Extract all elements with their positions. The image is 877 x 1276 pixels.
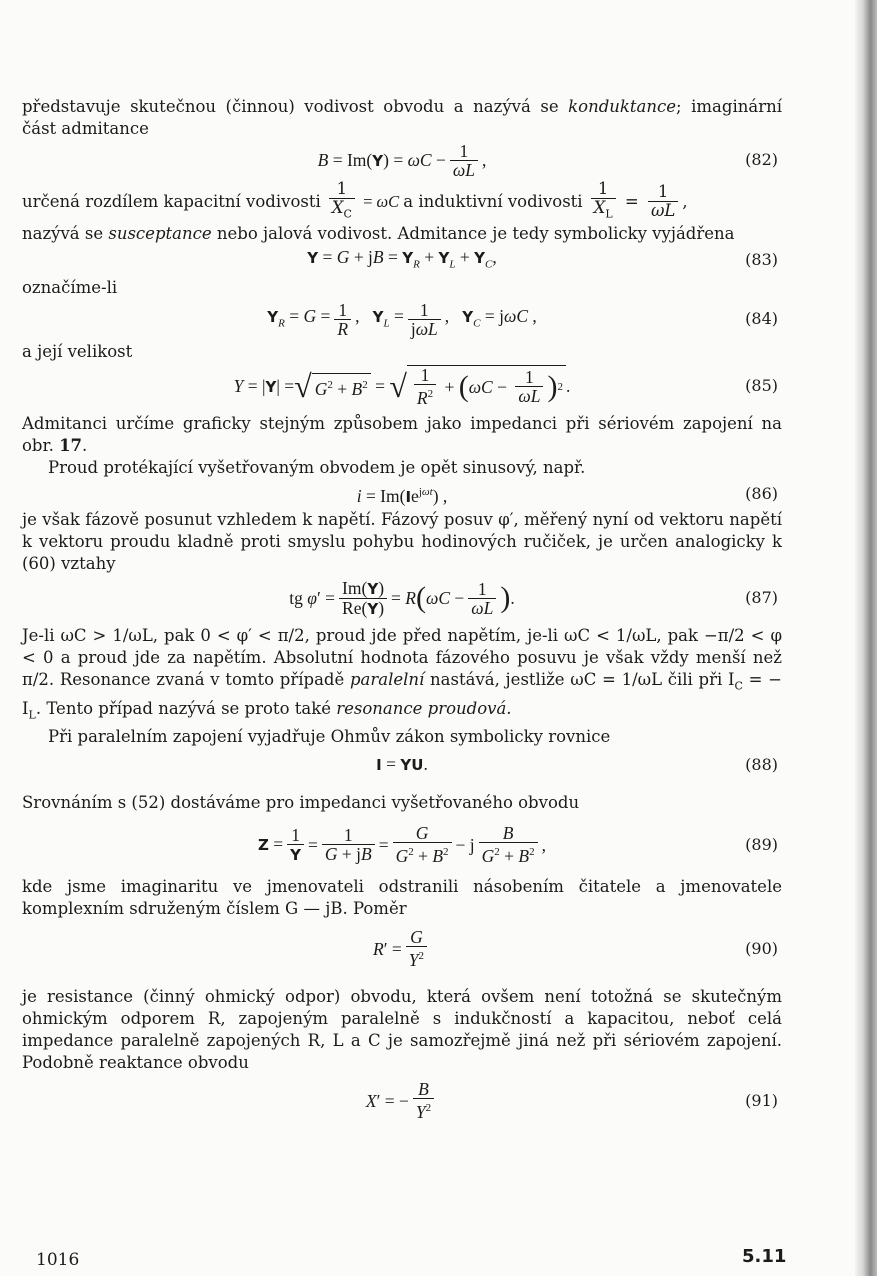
- paragraph-11: Srovnáním s (52) dostáváme pro impedanci vyšetřovaného obvodu: [22, 792, 580, 812]
- equation-83: Y = G + jB = $Y_R + Y_L + Y_C$, (83): [307, 246, 778, 271]
- section-number: 5.11: [742, 1246, 787, 1267]
- paragraph-4: označíme-li: [22, 278, 118, 298]
- paragraph-10: Při paralelním zapojení vyjadřuje Ohmův zákon symbolicky rovnice: [48, 726, 611, 746]
- paragraph-5: a její velikost: [22, 342, 133, 362]
- equation-number: (82): [745, 150, 778, 169]
- page-body: [22, 96, 782, 1124]
- term-resonance-proudova: resonance proudová: [336, 698, 507, 718]
- paragraph-3: nazývá se susceptance nebo jalová vodivost. Admitance je tedy symbolicky vyjádřena: [22, 224, 735, 244]
- equation-82: B = Im(Y) = ωC − $\frac{1}{\omega L}$ , (82): [317, 140, 778, 180]
- paragraph-8: je však fázově posunut vzhledem k napětí. Fázový posuv φ′, měřený nyní od vektoru napětí k vektoru proudu kladně proti smyslu pohybu hodinových ručiček, je určen analogicky k (60) vztahy: [22, 510, 782, 574]
- term-paralelni: paralelní: [349, 670, 425, 690]
- equation-91: X′ = − $\frac{B}{Y^2}$ (91): [365, 1079, 778, 1123]
- equation-86: $i = Im(Ie^{j\omega t})$ , (86): [356, 484, 778, 506]
- equation-87: tg φ′ = $\frac{Im(Y)}{Re(Y)}$ = R ( ωC − $\frac{1}{\omega L}$ ) . (87): [289, 577, 778, 618]
- paragraph-1: představuje skutečnou (činnou) vodivost obvodu a nazývá se konduktance; imaginární část admitance: [22, 97, 782, 138]
- equation-88: I = YU. (88): [376, 754, 778, 775]
- paragraph-13: je resistance (činný ohmický odpor) obvodu, která ovšem není totožná se skutečným ohmickým odporem R, zapojeným paralelně s indukčností a kapacitou, neboť celá impedance paralelně zapojených R, L a C je samozřejmě jiná než při sériovém zapojení. Podobně reaktance obvodu: [22, 986, 782, 1072]
- equation-84: $Y_R = G$ = $\frac{1}{R}$ , $Y_L$ = $\frac{1}{\text{jωL}}$ , $Y_C = j\omega C$ , (84): [267, 299, 778, 339]
- equation-85: Y = |Y| = √ $G^2 + B^2$ = √ $\frac{1}{R^2}$ + ( ωC − $\frac{1}{\omega L}$ ) 2 . (85): [233, 365, 778, 409]
- paragraph-6: Admitanci určíme graficky stejným způsobem jako impedanci při sériovém zapojení na obr. 17.: [22, 414, 782, 456]
- paragraph-12: kde jsme imaginaritu ve jmenovateli odstranili násobením čitatele a jmenovatele komplexním sdruženým číslem G — jB. Poměr: [22, 876, 782, 918]
- equation-89: Z = $\frac{1}{Y}$ = $\frac{1}{G + jB}$ = $\frac{G}{G^2 + B^2}$ − j $\frac{B}{G^2 + B^2}$ , (89): [257, 823, 778, 867]
- term-konduktance: konduktance: [568, 97, 677, 116]
- term-susceptance: susceptance: [108, 224, 212, 244]
- paragraph-7: Proud protékající vyšetřovaným obvodem je opět sinusový, např.: [48, 458, 586, 478]
- equation-90: R′ = $\frac{G}{Y^2}$ (90): [372, 927, 778, 971]
- paragraph-9: Je-li ωC > 1/ωL, pak 0 < φ′ < π/2, proud jde před napětím, je-li ωC < 1/ωL, pak −π/2 < φ < 0 a proud jde za napětím. Absolutní hodnota fázového posuvu je však vždy menší než π/2. Resonance zvaná v tomto případě paralelní nastává, jestliže ωC = 1/ωL čili při $I_C$ = − $I_L$. Tento případ nazývá se proto také resonance proudová.: [22, 626, 783, 721]
- page-number: 1016: [36, 1250, 80, 1270]
- paragraph-2: určená rozdílem kapacitní vodivosti $\frac{1}{X_C}$ = ωC a induktivní vodivosti $\frac{1}{X_L}$ = $\frac{1}{\omega L}$ ,: [22, 180, 782, 223]
- page-edge-shadow: [855, 0, 877, 1276]
